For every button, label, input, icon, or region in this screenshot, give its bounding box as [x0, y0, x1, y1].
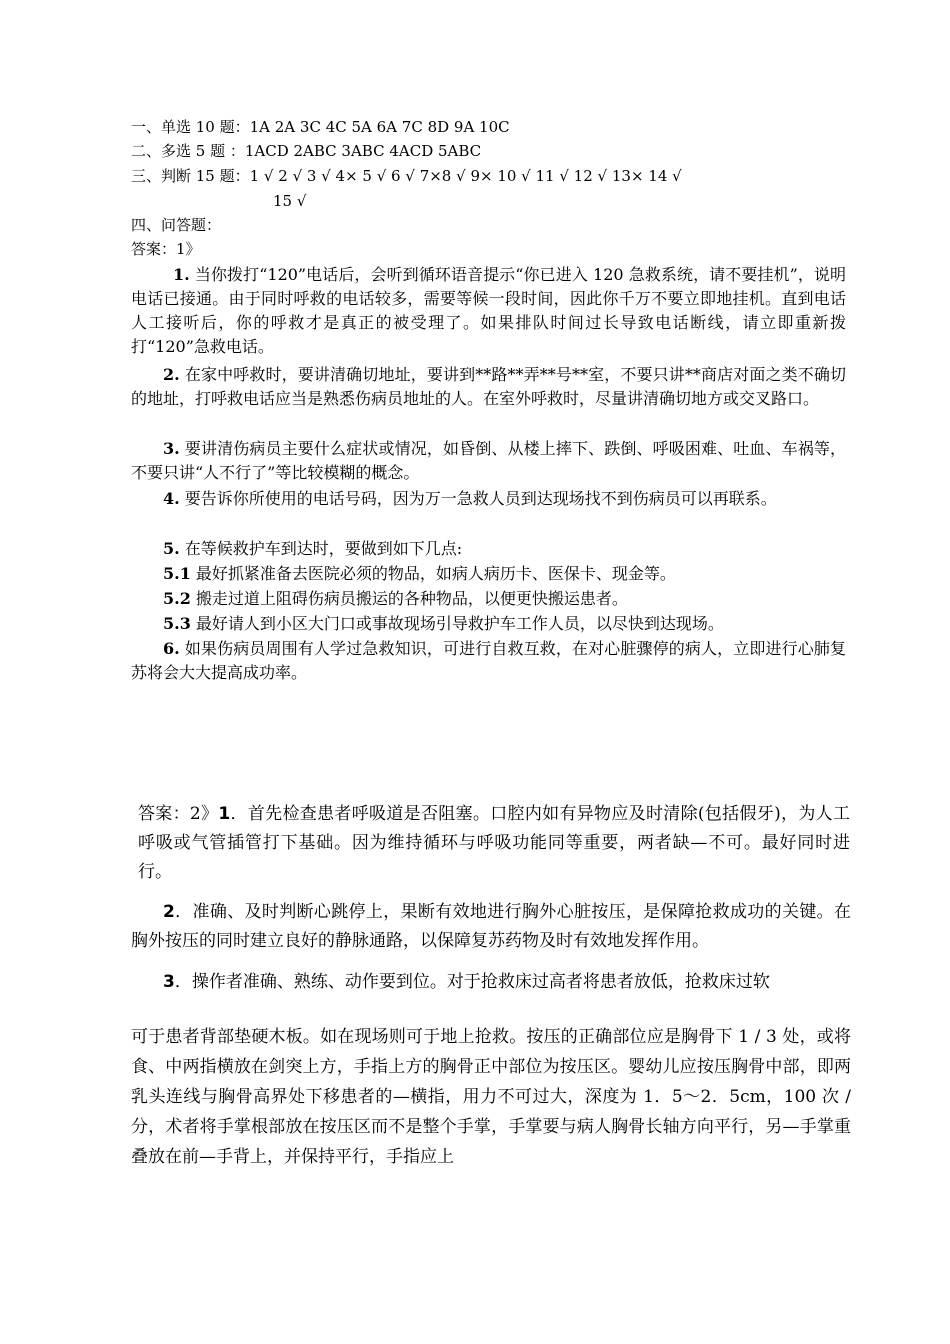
paragraph-number: 1.: [173, 265, 190, 284]
paragraph-number: 3.: [163, 439, 180, 458]
answer2-step-3: [131, 968, 851, 997]
answer2-step-2: [131, 898, 851, 956]
step-number: 1: [218, 804, 231, 824]
answer1-paragraph-3: [131, 437, 846, 485]
paragraph-number: 2.: [163, 365, 180, 384]
paragraph-text: 在等候救护车到达时，要做到如下几点:: [179, 539, 463, 558]
single-choice-answers: 一、单选 10 题：1A 2A 3C 4C 5A 6A 7C 8D 9A 10C: [131, 118, 510, 136]
answer1-paragraph-5-1: [131, 562, 846, 586]
answer2-step-3-continued: 可于患者背部垫硬木板。如在现场则可于地上抢救。按压的正确部位应是胸骨下 1 / 3 处，或将食、中两指横放在剑突上方，手指上方的胸骨正中部位为按压区。婴幼儿应按压胸骨中部，即两乳头连线与胸骨高界处下移患者的—横指，用力不可过大，深度为 1．5～2．5cm，100 次 / 分，术者将手掌根部放在按压区而不是整个手掌，手掌要与病人胸骨长轴方向平行，另—手掌重叠放在前—手背上，并保持平行，手指应上: [131, 1027, 851, 1167]
multiple-choice-answers: 二、多选 5 题 ：1ACD 2ABC 3ABC 4ACD 5ABC: [131, 142, 482, 160]
answer2-step-1: [138, 800, 850, 887]
step-text: ．准确、及时判断心跳停上，果断有效地进行胸外心脏按压，是保障抢救成功的关键。在胸外按压的同时建立良好的静脉通路，以保障复苏药物及时有效地发挥作用。: [131, 902, 851, 951]
answer1-paragraph-5: [131, 537, 846, 561]
step-text: ．首先检查患者呼吸道是否阻塞。口腔内如有异物应及时清除(包括假牙)，为人工呼吸或气管插管打下基础。因为维持循环与呼吸功能同等重要，两者缺—不可。最好同时进行。: [138, 804, 850, 882]
answer2-label: 答案：2》: [138, 804, 219, 824]
answer1-paragraph-1: [131, 263, 846, 359]
answer1-paragraph-5-3: [131, 612, 846, 636]
step-text: ．操作者准确、熟练、动作要到位。对于抢救床过高者将患者放低，抢救床过软: [174, 972, 770, 992]
step-number: 3: [163, 972, 175, 992]
paragraph-text: 要告诉你所使用的电话号码，因为万一急救人员到达现场找不到伤病员可以再联系。: [179, 489, 777, 508]
answer1-paragraph-4: [131, 487, 846, 511]
paragraph-text: 在家中呼救时，要讲清确切地址，要讲到**路**弄**号**室，不要只讲**商店对面之类不确切的地址，打呼救电话应当是熟悉伤病员地址的人。在室外呼救时，尽量讲清确切地方或交叉路口。: [131, 365, 846, 408]
paragraph-number: 5.: [163, 539, 180, 558]
paragraph-number: 6.: [163, 639, 180, 658]
answer1-paragraph-6: [131, 637, 846, 685]
paragraph-text: 最好抓紧准备去医院必须的物品，如病人病历卡、医保卡、现金等。: [190, 564, 676, 583]
true-false-answers: 三、判断 15 题：1 √ 2 √ 3 √ 4× 5 √ 6 √ 7×8 √ 9× 10 √ 11 √ 12 √ 13× 14 √: [131, 167, 682, 185]
answer1-label: 答案：1》: [131, 240, 201, 258]
questions-heading: 四、问答题：: [131, 216, 222, 234]
answer1-paragraph-5-2: [131, 587, 846, 611]
paragraph-number: 5.3: [163, 614, 191, 633]
paragraph-number: 5.1: [163, 564, 191, 583]
paragraph-text: 当你拨打“120”电话后，会听到循环语音提示“你已进入 120 急救系统，请不要挂机”，说明电话已接通。由于同时呼救的电话较多，需要等候一段时间，因此你千万不要立即地挂机。直到电话人工接听后，你的呼救才是真正的被受理了。如果排队时间过长导致电话断线，请立即重新拨打“120”急救电话。: [131, 265, 846, 356]
paragraph-text: 如果伤病员周围有人学过急救知识，可进行自救互救，在对心脏骤停的病人，立即进行心肺复苏将会大大提高成功率。: [131, 639, 846, 682]
paragraph-text: 最好请人到小区大门口或事故现场引导救护车工作人员，以尽快到达现场。: [190, 614, 724, 633]
true-false-answers-cont: 15 √: [273, 192, 307, 210]
paragraph-text: 搬走过道上阻碍伤病员搬运的各种物品，以便更快搬运患者。: [190, 589, 628, 608]
answer1-paragraph-2: [131, 363, 846, 411]
paragraph-number: 5.2: [163, 589, 191, 608]
paragraph-text: 要讲清伤病员主要什么症状或情况，如昏倒、从楼上摔下、跌倒、呼吸困难、吐血、车祸等，不要只讲“人不行了”等比较模糊的概念。: [131, 439, 846, 482]
paragraph-number: 4.: [163, 489, 180, 508]
step-number: 2: [163, 902, 175, 922]
